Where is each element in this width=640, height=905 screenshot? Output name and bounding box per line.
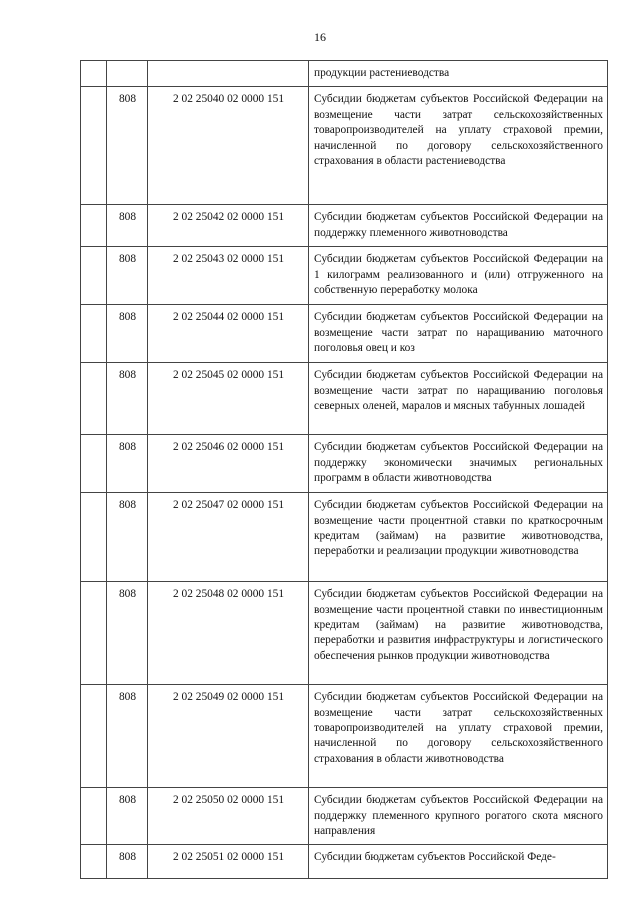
table-body [81,61,608,879]
table-row [81,87,608,205]
income-code-text: 2 02 25048 02 0000 151 [172,588,285,601]
income-name-text: Субсидии бюджетам субъектов Российской Федерации на поддержку экономически значимых региональных программ в области животноводства [314,441,603,485]
admin-code-cell [107,61,148,87]
income-name-cell [309,247,608,305]
admin-code-text: 808 [118,253,137,266]
blank-cell [81,87,107,205]
admin-code-cell [107,435,148,493]
income-name-text: Субсидии бюджетам субъектов Российской Феде- [314,851,556,864]
blank-cell [81,61,107,87]
income-name-text: Субсидии бюджетам субъектов Российской Федерации на возмещение части затрат по наращиванию маточного поголовья овец и коз [314,311,603,355]
table-row [81,363,608,435]
income-code-text: 2 02 25043 02 0000 151 [172,253,285,266]
income-name-cell [309,87,608,205]
income-code-cell [148,788,309,845]
admin-code-cell [107,205,148,247]
blank-cell [81,247,107,305]
table-row [81,435,608,493]
income-name-text: Субсидии бюджетам субъектов Российской Федерации на поддержку племенного животноводства [314,211,603,239]
blank-cell [81,363,107,435]
admin-code-cell [107,582,148,685]
blank-cell [81,493,107,582]
admin-code-text: 808 [118,211,137,224]
income-code-text: 2 02 25045 02 0000 151 [172,369,285,382]
income-name-cell [309,435,608,493]
income-code-text: 2 02 25051 02 0000 151 [172,851,285,864]
income-name-text: Субсидии бюджетам субъектов Российской Федерации на возмещение части затрат сельскохозяйственных товаропроизводителей на уплату страховой премии, начисленной по договору сельскохозяйственного страхования в области животноводства [314,691,603,765]
admin-code-text: 808 [118,588,137,601]
blank-cell [81,685,107,788]
income-code-text [148,61,308,71]
income-name-cell [309,205,608,247]
table-row [81,493,608,582]
income-name-cell [309,788,608,845]
admin-code-cell [107,845,148,879]
admin-code-cell [107,493,148,582]
income-code-cell [148,845,309,879]
budget-classification-table [80,60,608,879]
income-code-text: 2 02 25047 02 0000 151 [172,499,285,512]
income-name-text: Субсидии бюджетам субъектов Российской Федерации на возмещение части процентной ставки по инвестиционным кредитам (займам) на развитие животноводства, переработки и развития инфраструктуры и логистического обеспечения рынков продукции животноводства [314,588,603,662]
income-name-text: Субсидии бюджетам субъектов Российской Федерации на возмещение части затрат сельскохозяйственных товаропроизводителей на уплату страховой премии, начисленной по договору сельскохозяйственного страхования в области растениеводства [314,93,603,168]
income-code-text: 2 02 25042 02 0000 151 [172,211,285,224]
income-name-cell [309,61,608,87]
table-row [81,582,608,685]
table-row [81,305,608,363]
admin-code-cell [107,247,148,305]
income-code-cell [148,205,309,247]
income-code-cell [148,363,309,435]
income-name-cell [309,305,608,363]
table-row [81,685,608,788]
income-code-text: 2 02 25046 02 0000 151 [172,441,285,454]
table-row [81,788,608,845]
income-code-cell [148,247,309,305]
table-row [81,845,608,879]
blank-cell [81,305,107,363]
income-code-cell [148,685,309,788]
admin-code-cell [107,87,148,205]
blank-cell [81,788,107,845]
income-code-cell [148,435,309,493]
blank-cell [81,435,107,493]
blank-cell [81,845,107,879]
income-code-text: 2 02 25040 02 0000 151 [172,93,285,106]
admin-code-text: 808 [118,691,137,704]
income-code-text: 2 02 25050 02 0000 151 [172,794,285,807]
admin-code-text: 808 [118,794,137,807]
admin-code-text: 808 [118,311,137,324]
table-row [81,247,608,305]
income-code-cell [148,493,309,582]
income-code-text: 2 02 25044 02 0000 151 [172,311,285,324]
blank-cell [81,582,107,685]
blank-cell [81,205,107,247]
income-name-cell [309,363,608,435]
admin-code-text: 808 [118,851,137,864]
admin-code-text: 808 [118,369,137,382]
income-code-cell [148,61,309,87]
admin-code-text: 808 [118,93,137,106]
income-code-cell [148,582,309,685]
admin-code-cell [107,363,148,435]
income-code-cell [148,87,309,205]
income-code-text: 2 02 25049 02 0000 151 [172,691,285,704]
admin-code-text [107,61,147,71]
income-name-cell [309,493,608,582]
admin-code-text: 808 [118,499,137,512]
admin-code-text: 808 [118,441,137,454]
table-row [81,61,608,87]
income-name-text: Субсидии бюджетам субъектов Российской Федерации на возмещение части процентной ставки по краткосрочным кредитам (займам) на развитие животноводства, переработки и реализации продукции животноводства [314,499,603,558]
income-name-cell [309,582,608,685]
income-code-cell [148,305,309,363]
admin-code-cell [107,685,148,788]
table-row [81,205,608,247]
page-number: 16 [314,30,326,44]
admin-code-cell [107,788,148,845]
income-name-cell [309,685,608,788]
income-name-text: Субсидии бюджетам субъектов Российской Федерации на возмещение части затрат по наращиванию поголовья северных оленей, маралов и мясных табунных лошадей [314,369,603,413]
income-name-text: продукции растениеводства [314,67,450,79]
admin-code-cell [107,305,148,363]
income-name-text: Субсидии бюджетам субъектов Российской Федерации на 1 килограмм реализованного и (или) отгруженного на собственную переработку молока [314,253,603,297]
income-name-text: Субсидии бюджетам субъектов Российской Федерации на поддержку племенного крупного рогатого скота мясного направления [314,794,603,838]
income-name-cell [309,845,608,879]
